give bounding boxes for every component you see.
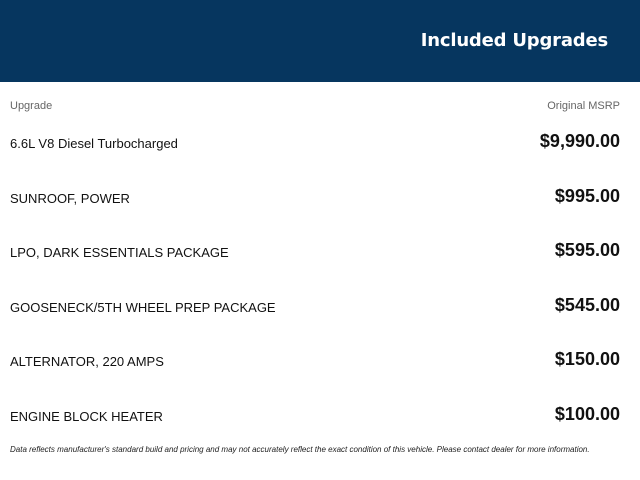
list-item (0, 180, 640, 235)
upgrade-price: $150.00 (554, 349, 620, 369)
page-title: Included Upgrades (420, 30, 608, 51)
upgrade-name: 6.6L V8 Diesel Turbocharged (10, 136, 178, 151)
list-item (0, 343, 640, 398)
upgrade-price: $100.00 (554, 403, 620, 424)
upgrade-name: ALTERNATOR, 220 AMPS (10, 354, 164, 369)
upgrade-name: GOOSENECK/5TH WHEEL PREP PACKAGE (10, 299, 276, 315)
upgrade-price: $595.00 (554, 240, 620, 260)
upgrade-price: $545.00 (554, 294, 620, 315)
upgrade-name: ENGINE BLOCK HEATER (10, 408, 163, 424)
upgrades-list (0, 125, 640, 452)
list-item (0, 398, 640, 453)
upgrade-name: LPO, DARK ESSENTIALS PACKAGE (10, 245, 229, 260)
upgrade-price: $9,990.00 (539, 131, 620, 151)
upgrade-name: SUNROOF, POWER (10, 190, 130, 206)
list-item (0, 289, 640, 344)
disclaimer-text: Data reflects manufacturer's standard build and pricing and may not accurately reflect the exact condition of this vehicle. Please contact dealer for more information. (10, 445, 590, 454)
upgrade-price: $995.00 (554, 185, 620, 206)
column-header-upgrade: Upgrade (10, 100, 53, 112)
list-item (0, 234, 640, 289)
list-item (0, 125, 640, 180)
column-header-msrp: Original MSRP (547, 100, 620, 112)
header-banner (0, 0, 640, 82)
